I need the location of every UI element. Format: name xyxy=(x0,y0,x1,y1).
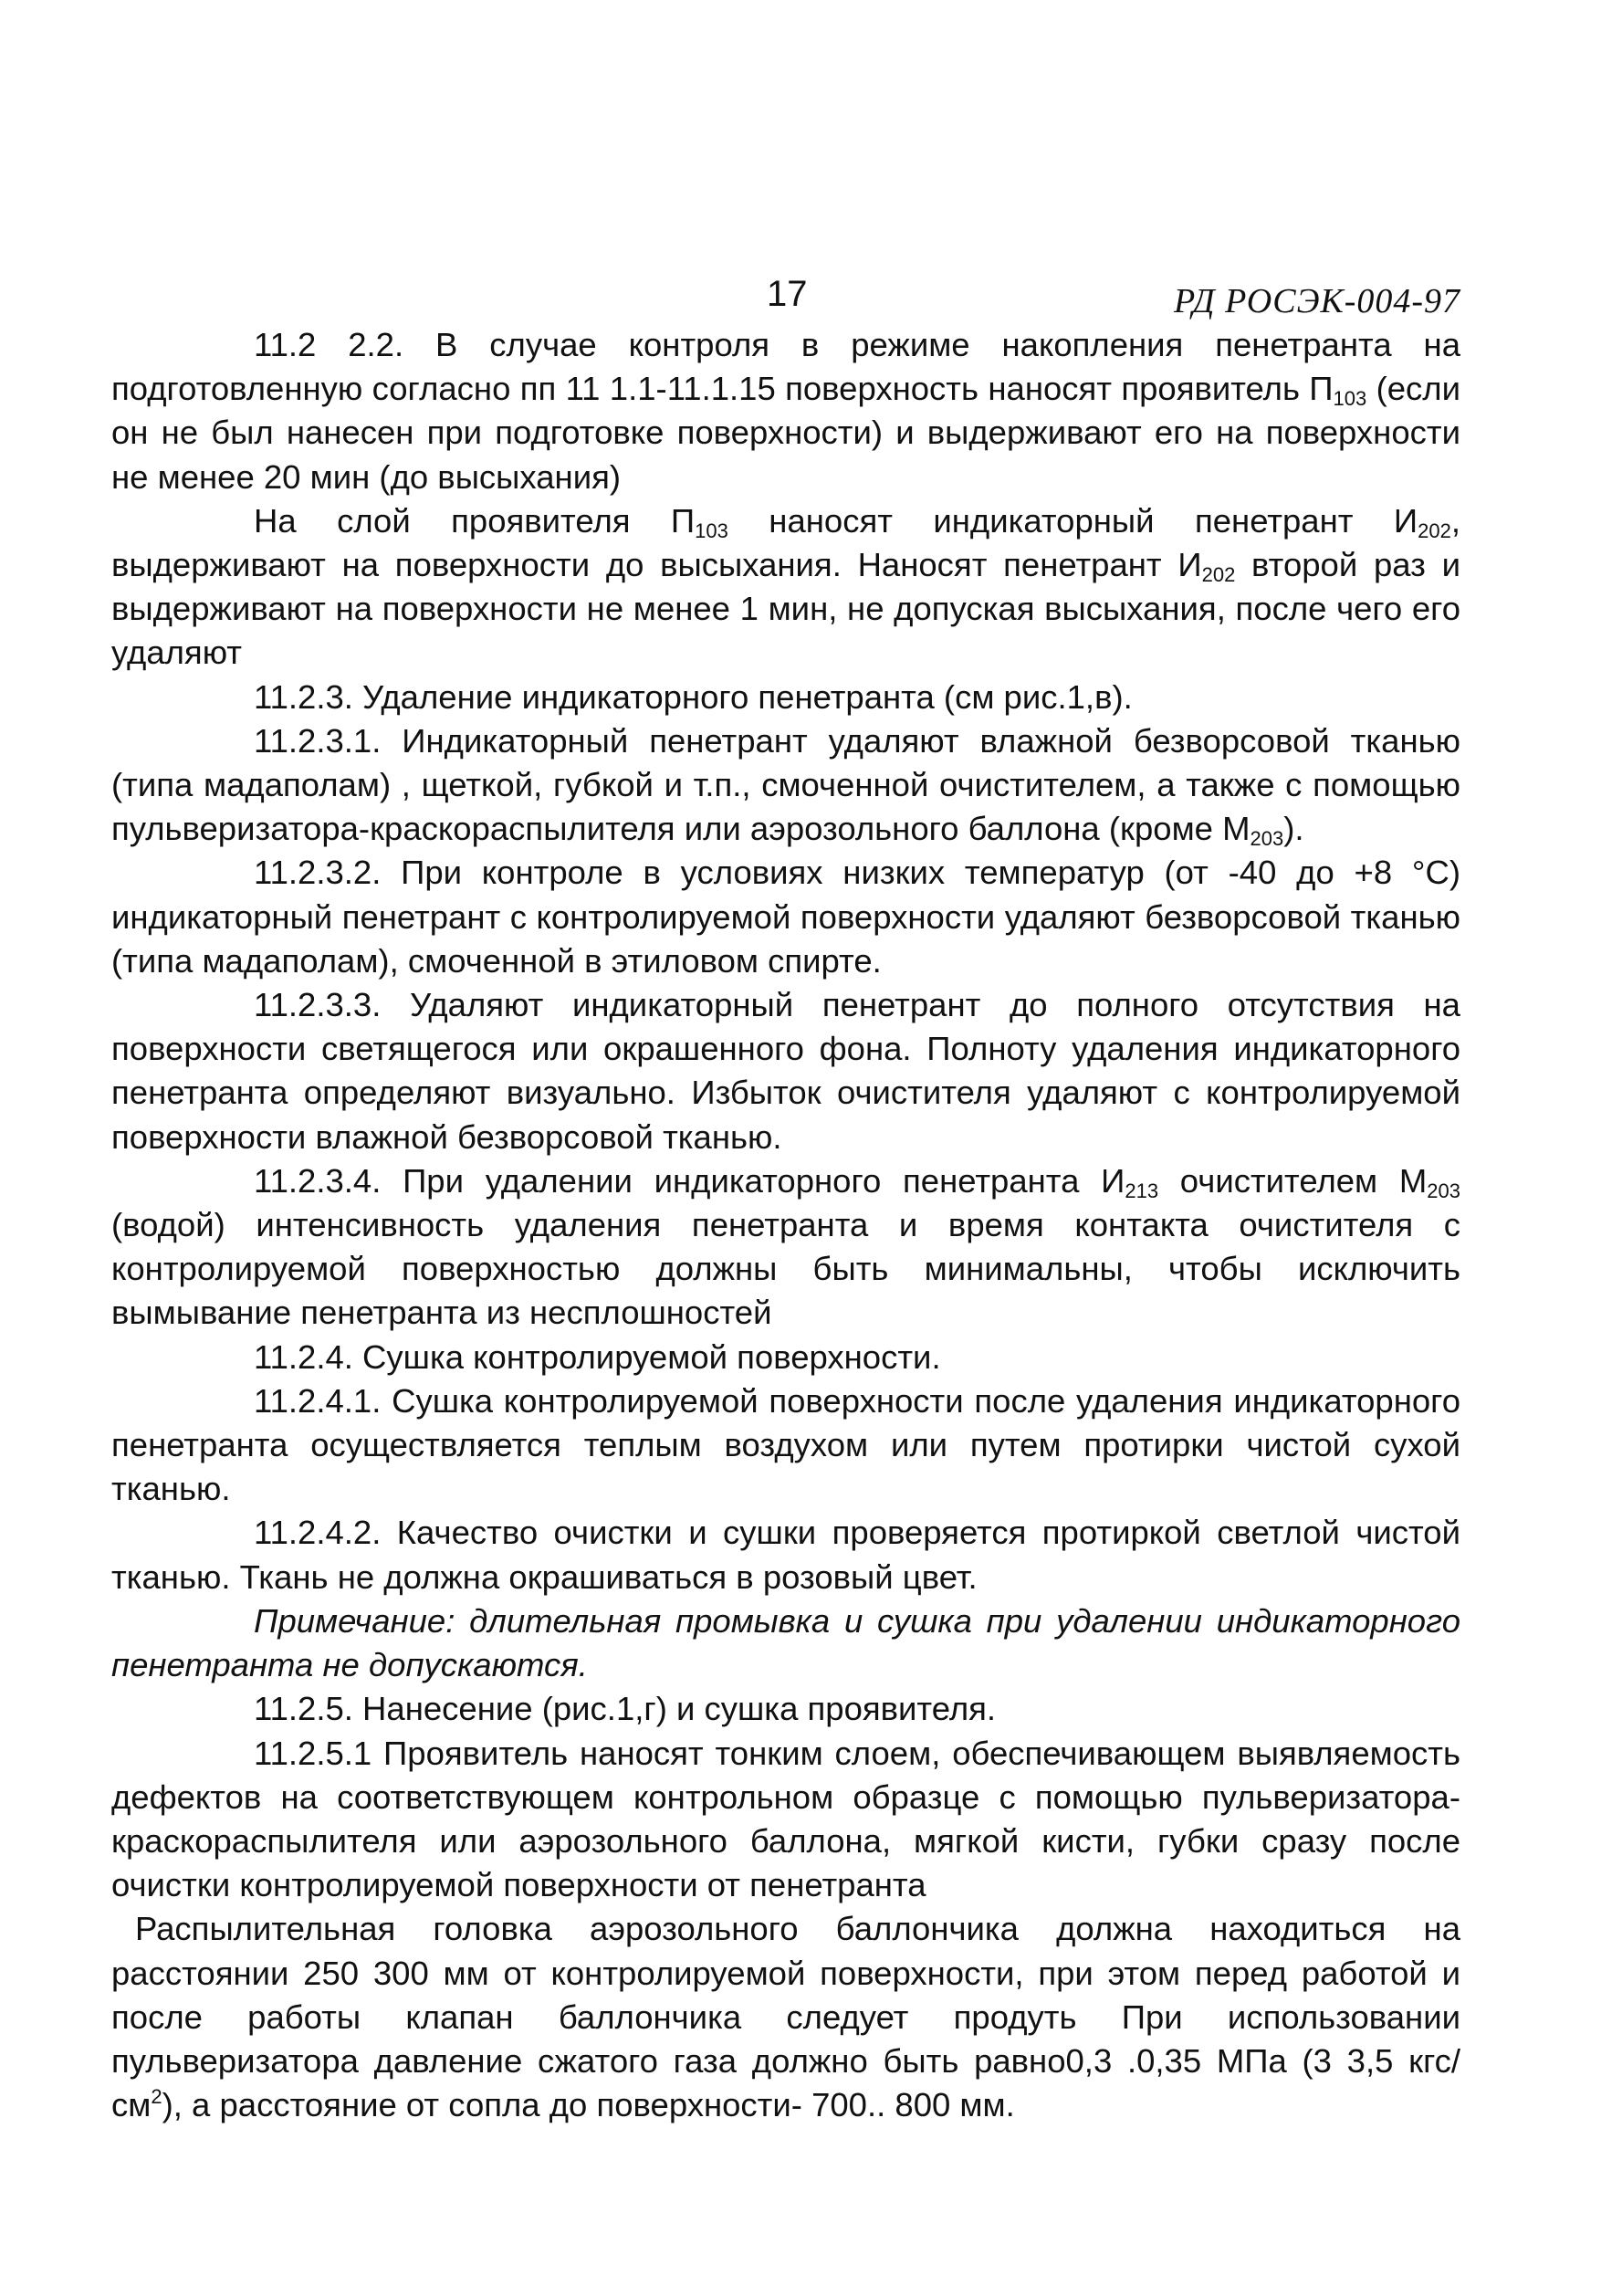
paragraph-11-2-5-1: 11.2.5.1 Проявитель наносят тонким слоем, обеспечивающем выявляемость дефектов на соответствующем контрольном образце с помощью пульверизатора-краскораспылителя или аэрозольного баллона, мягкой кисти, губки сразу после очистки контролируемой поверхности от пенетранта xyxy=(111,1734,1460,1904)
paragraph-11-2-3-1: 11.2.3.1. Индикаторный пенетрант удаляют влажной безворсовой тканью (типа мадаполам) , щеткой, губкой и т.п., смоченной очистителем, а также с помощью пульверизатора-краскораспылителя или аэрозольного баллона (кроме $М_{203}$). xyxy=(111,721,1460,851)
paragraph-11-2-3: 11.2.3. Удаление индикаторного пенетранта (см рис.1,в). xyxy=(254,677,1133,716)
paragraph-11-2-2-2: 11.2 2.2. В случае контроля в режиме накопления пенетранта на подготовленную согласно пп 11 1.1-11.1.15 поверхность наносят проявитель $П_{103}$ (если он не был нанесен при подготовке поверхности) и выдерживают его на поверхности не менее 20 мин (до высыхания) xyxy=(111,326,1460,496)
paragraph-11-2-4-2: 11.2.4.2. Качество очистки и сушки проверяется протиркой светлой чистой тканью. Ткань не должна окрашиваться в розовый цвет. xyxy=(111,1514,1460,1596)
paragraph-11-2-4-1: 11.2.4.1. Сушка контролируемой поверхности после удаления индикаторного пенетранта осуществляется теплым воздухом или путем протирки чистой сухой тканью. xyxy=(111,1381,1460,1508)
paragraph-note: Примечание: длительная промывка и сушка при удалении индикаторного пенетранта не допускаются. xyxy=(111,1601,1460,1684)
paragraph-11-2-3-4: 11.2.3.4. При удалении индикаторного пенетранта $И_{213}$ очистителем $М_{203}$ (водой) интенсивность удаления пенетранта и время контакта очистителя с контролируемой поверхностью должны быть минимальны, чтобы исключить вымывание пенетранта из несплошностей xyxy=(111,1161,1460,1332)
page-number: 17 xyxy=(767,274,808,314)
paragraph-11-2-4: 11.2.4. Сушка контролируемой поверхности. xyxy=(254,1337,941,1376)
page-header xyxy=(110,274,1460,329)
paragraph-aerosol-head: Распылительная головка аэрозольного баллончика должна находиться на расстоянии 250 300 мм от контролируемой поверхности, при этом перед работой и после работы клапан баллончика следует продуть При использовании пульверизатора давление сжатого газа должно быть равно0,3 .0,35 МПа (3 3,5 кгс/$см^2$), а расстояние от сопла до поверхности- 700.. 800 мм. xyxy=(111,1910,1460,2124)
document-body xyxy=(111,323,1460,2127)
paragraph-11-2-5: 11.2.5. Нанесение (рис.1,г) и сушка проявителя. xyxy=(254,1690,997,1728)
paragraph-developer-layer: На слой проявителя $П_{103}$ наносят индикаторный пенетрант $И_{202}$, выдерживают на поверхности до высыхания. Наносят пенетрант $И_{202}$ второй раз и выдерживают на поверхности не менее 1 мин, не допуская высыхания, после чего его удаляют xyxy=(111,501,1461,672)
document-code: РД РОСЭК-004-97 xyxy=(1173,282,1460,320)
paragraph-11-2-3-2: 11.2.3.2. При контроле в условиях низких температур (от -40 до +8 °С) индикаторный пенетрант с контролируемой поверхности удаляют безворсовой тканью (типа мадаполам), смоченной в этиловом спирте. xyxy=(111,854,1460,980)
paragraph-11-2-3-3: 11.2.3.3. Удаляют индикаторный пенетрант до полного отсутствия на поверхности светящегося или окрашенного фона. Полноту удаления индикаторного пенетранта определяют визуально. Избыток очистителя удаляют с контролируемой поверхности влажной безворсовой тканью. xyxy=(111,986,1460,1156)
